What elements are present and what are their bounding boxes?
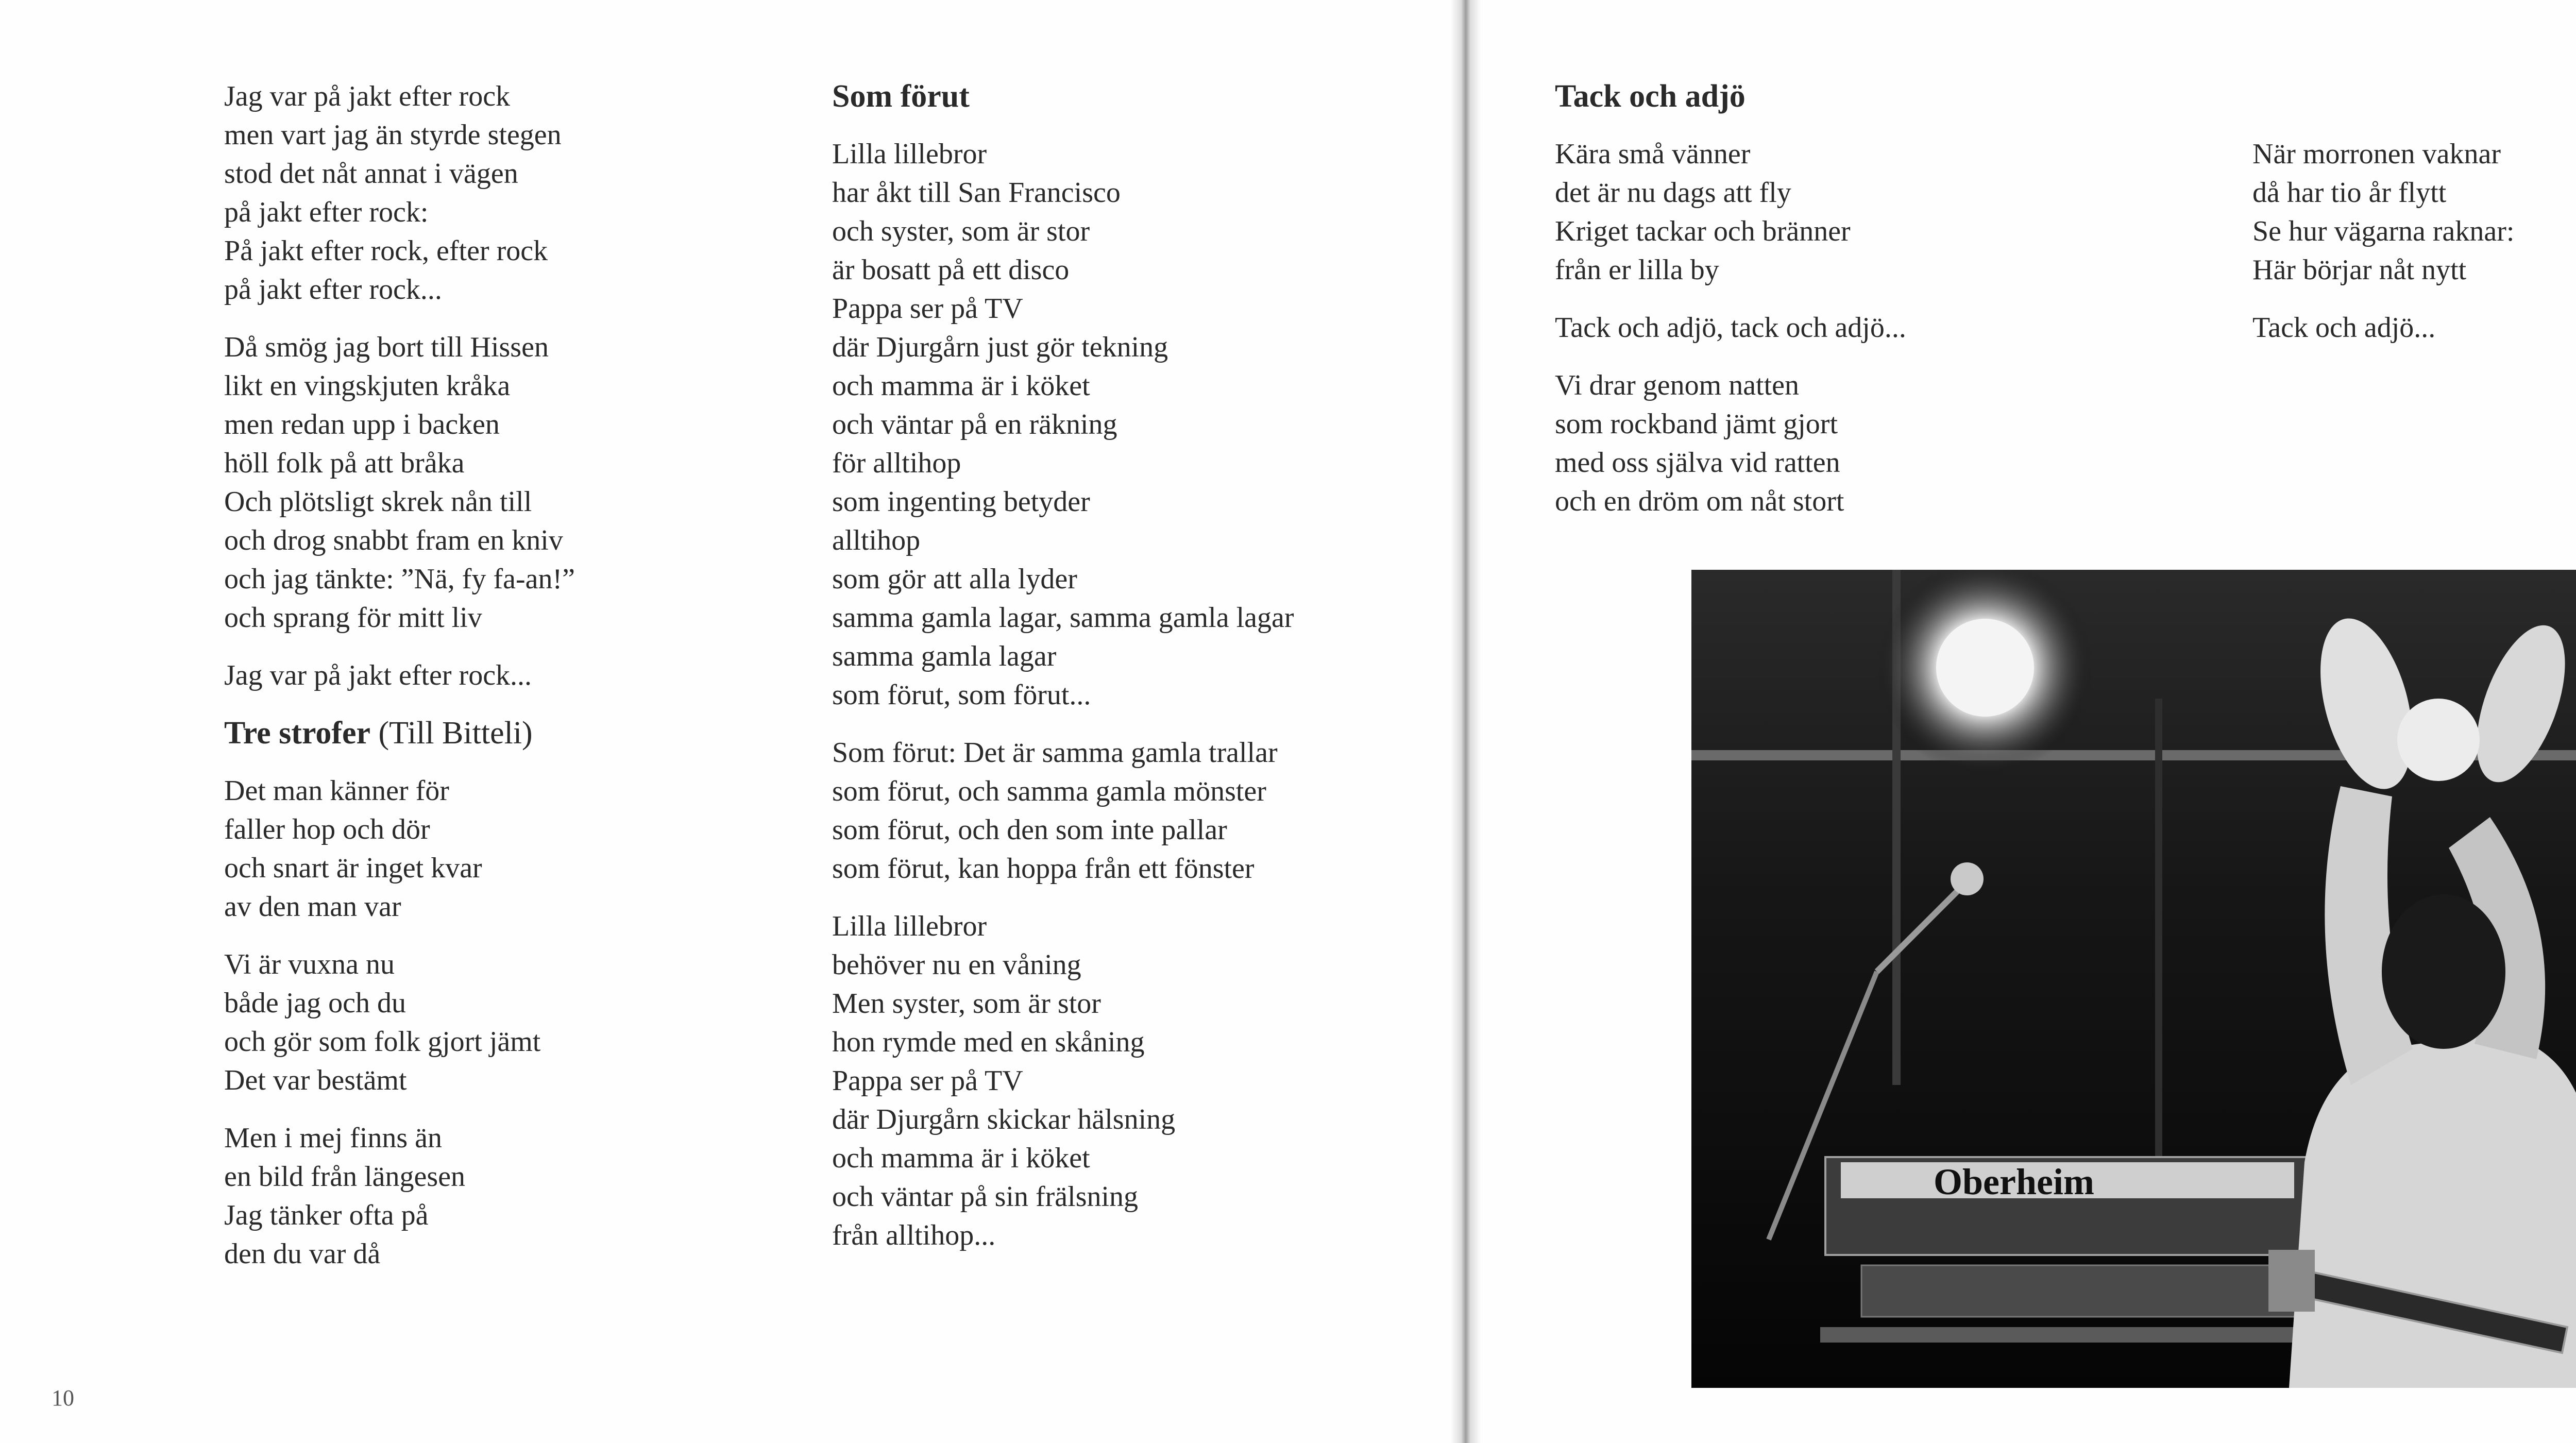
column-right-1 (1555, 77, 1906, 540)
song-som-forut (832, 135, 1294, 1255)
lyric-line: och mamma är i köket (832, 370, 1090, 402)
lyric-line: Jag tänker ofta på (224, 1199, 429, 1231)
song-tre-strofer (224, 772, 575, 1274)
lyric-line: som förut, och samma gamla mönster (832, 775, 1266, 807)
lyric-line: Kära små vänner (1555, 138, 1751, 170)
song-dedication: (Till Bitteli) (378, 716, 533, 751)
lyric-line: Här börjar nåt nytt (2252, 254, 2467, 286)
lyric-line: Pappa ser på TV (832, 293, 1023, 325)
lyric-line: från alltihop... (832, 1219, 996, 1251)
lyric-line: det är nu dags att fly (1555, 177, 1791, 209)
lyric-line: en bild från längesen (224, 1161, 466, 1193)
stanza (1555, 366, 1906, 521)
lyric-line: och drog snabbt fram en kniv (224, 524, 563, 556)
lyric-line: Vi är vuxna nu (224, 948, 395, 980)
lyric-line: alltihop (832, 524, 921, 556)
lyric-line: och väntar på en räkning (832, 409, 1117, 440)
lyric-line: men vart jag än styrde stegen (224, 119, 562, 151)
song-title-text: Som förut (832, 79, 970, 114)
stanza (832, 907, 1294, 1255)
stanza (224, 1119, 575, 1274)
lyric-line: har åkt till San Francisco (832, 177, 1121, 209)
song-title-som-forut (832, 77, 1294, 116)
lyric-line: för alltihop (832, 447, 961, 479)
lyric-line: och mamma är i köket (832, 1142, 1090, 1174)
lyric-line: där Djurgårn just gör tekning (832, 331, 1168, 363)
lyric-line: och jag tänkte: ”Nä, fy fa-an!” (224, 563, 575, 595)
keyboard-brand-label: Oberheim (1934, 1161, 2094, 1202)
lyric-line: Men syster, som är stor (832, 988, 1101, 1020)
lyric-line: Det man känner för (224, 775, 449, 807)
song-title-text: Tack och adjö (1555, 79, 1745, 114)
lyric-line: Jag var på jakt efter rock... (224, 659, 532, 691)
lyric-line: samma gamla lagar (832, 640, 1057, 672)
page-number: 10 (52, 1385, 74, 1411)
lyric-line: behöver nu en våning (832, 949, 1081, 981)
lyric-line: Men i mej finns än (224, 1122, 443, 1154)
lyric-line: med oss själva vid ratten (1555, 447, 1840, 479)
stanza (2252, 135, 2514, 290)
song-tack-och-adjo-part1 (1555, 135, 1906, 521)
lyric-line: Lilla lillebror (832, 910, 987, 942)
column-left-2 (832, 77, 1294, 1274)
lyric-line: men redan upp i backen (224, 409, 500, 440)
lyric-line: och snart är inget kvar (224, 852, 482, 884)
song-jakt-efter-rock (224, 77, 575, 695)
song-title-tre-strofer (224, 714, 575, 753)
concert-photo (1691, 570, 2576, 1388)
song-title-tack-och-adjo (1555, 77, 1906, 116)
stanza (832, 135, 1294, 715)
lyric-line: När morronen vaknar (2252, 138, 2501, 170)
stanza (1555, 135, 1906, 290)
stanza (224, 656, 575, 695)
lyric-line: som förut, kan hoppa från ett fönster (832, 853, 1255, 885)
lyric-line: höll folk på att bråka (224, 447, 465, 479)
lyric-line: Tack och adjö... (2252, 312, 2436, 344)
concert-photo-illustration (1691, 570, 2576, 1388)
lyric-line: som gör att alla lyder (832, 563, 1077, 595)
column-left-1 (224, 77, 575, 1293)
lyric-line: både jag och du (224, 987, 406, 1019)
lyric-line: som rockband jämt gjort (1555, 408, 1838, 440)
lyric-line: likt en vingskjuten kråka (224, 370, 511, 402)
stanza (832, 734, 1294, 888)
lyric-line: Lilla lillebror (832, 138, 987, 170)
lyric-line: av den man var (224, 891, 401, 923)
lyric-line: samma gamla lagar, samma gamla lagar (832, 602, 1294, 634)
lyric-line: Då smög jag bort till Hissen (224, 331, 549, 363)
song-tack-och-adjo-part2 (2252, 135, 2514, 347)
lyric-line: den du var då (224, 1238, 381, 1270)
lyric-line: Se hur vägarna raknar: (2252, 215, 2515, 247)
stanza (224, 772, 575, 926)
lyric-line: Pappa ser på TV (832, 1065, 1023, 1097)
lyric-line: Det var bestämt (224, 1064, 407, 1096)
lyric-line: stod det nåt annat i vägen (224, 158, 518, 190)
stanza (224, 945, 575, 1100)
lyric-line: och en dröm om nåt stort (1555, 485, 1844, 517)
lyric-line: Kriget tackar och bränner (1555, 215, 1851, 247)
lyric-line: på jakt efter rock... (224, 274, 442, 305)
lyric-line: och gör som folk gjort jämt (224, 1026, 541, 1058)
book-gutter (1450, 0, 1481, 1443)
oberheim-keyboard (1820, 1157, 2335, 1343)
song-title-text: Tre strofer (224, 716, 371, 751)
lyric-line: som ingenting betyder (832, 486, 1090, 518)
lyric-line: faller hop och dör (224, 813, 430, 845)
lyric-line: På jakt efter rock, efter rock (224, 235, 548, 267)
lyric-line: då har tio år flytt (2252, 177, 2447, 209)
stanza (1555, 309, 1906, 347)
lyric-line: och sprang för mitt liv (224, 602, 482, 634)
lyric-line: Tack och adjö, tack och adjö... (1555, 312, 1906, 344)
lyric-line: som förut, som förut... (832, 679, 1091, 711)
microphone (1951, 862, 1984, 895)
lyric-line: på jakt efter rock: (224, 196, 429, 228)
lyric-line: Och plötsligt skrek nån till (224, 486, 532, 518)
stanza (224, 328, 575, 637)
lyric-line: där Djurgårn skickar hälsning (832, 1104, 1176, 1135)
lyric-line: från er lilla by (1555, 254, 1719, 286)
stanza (224, 77, 575, 309)
lyric-line: som förut, och den som inte pallar (832, 814, 1227, 846)
lyric-line: och syster, som är stor (832, 215, 1090, 247)
stanza (2252, 309, 2514, 347)
lyric-line: och väntar på sin frälsning (832, 1181, 1139, 1213)
lyric-line: hon rymde med en skåning (832, 1026, 1145, 1058)
lyric-line: Som förut: Det är samma gamla trallar (832, 737, 1278, 769)
lyric-line: Jag var på jakt efter rock (224, 80, 511, 112)
lyric-line: Vi drar genom natten (1555, 369, 1800, 401)
lyric-line: är bosatt på ett disco (832, 254, 1070, 286)
column-right-2 (2252, 135, 2514, 366)
